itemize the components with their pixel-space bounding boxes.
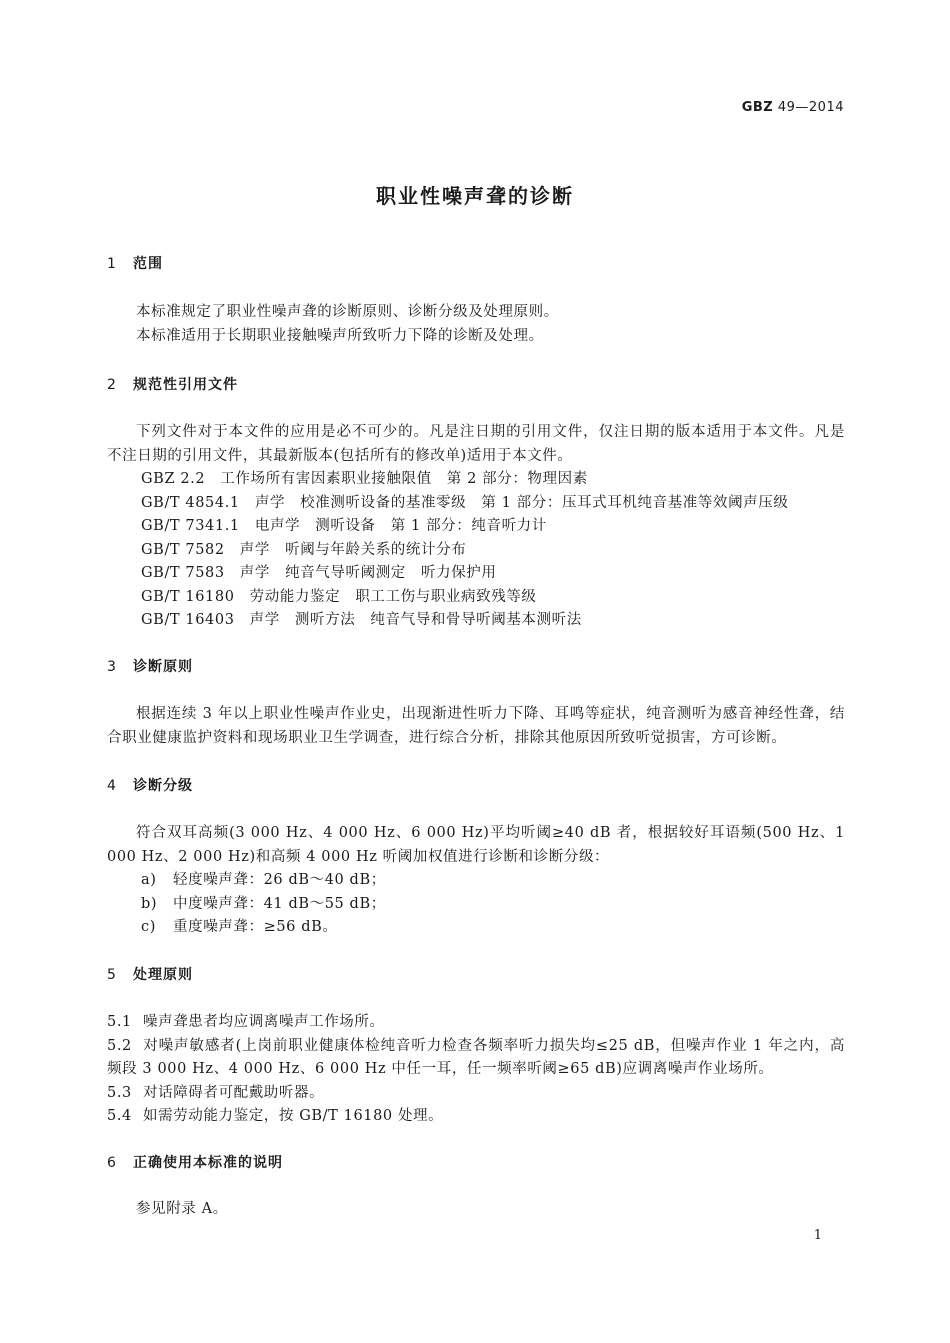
reference-item: GB/T 7341.1 电声学 测听设备 第 1 部分：纯音听力计 xyxy=(141,518,547,534)
paragraph: 根据连续 3 年以上职业性噪声作业史，出现渐进性听力下降、耳鸣等症状，纯音测听为感音神经性聋，结合职业健康监护资料和现场职业卫生学调查，进行综合分析，排除其他原因所致听觉损害，方可诊断。 xyxy=(107,706,845,746)
section-number: 3 xyxy=(107,659,117,675)
section-6-heading xyxy=(107,1152,283,1172)
section-title: 范围 xyxy=(133,256,163,272)
clause xyxy=(107,1105,845,1129)
clause-text: 对话障碍者可配戴助听器。 xyxy=(143,1084,325,1101)
section-2-heading xyxy=(107,374,238,394)
clause-text: 如需劳动能力鉴定，按 GB/T 16180 处理。 xyxy=(143,1108,444,1124)
section-3-body xyxy=(107,703,845,750)
section-3-heading xyxy=(107,656,193,676)
grade-item xyxy=(107,916,845,940)
section-title: 诊断分级 xyxy=(133,778,193,794)
standard-code-number: 49—2014 xyxy=(777,100,844,115)
grade-item xyxy=(107,869,845,893)
section-title: 正确使用本标准的说明 xyxy=(133,1155,283,1171)
section-5-heading xyxy=(107,964,193,984)
section-5-body xyxy=(107,1011,845,1129)
standard-code-prefix: GBZ xyxy=(741,100,774,115)
standard-code xyxy=(742,100,844,115)
section-1-body xyxy=(107,301,845,348)
item-marker: b) xyxy=(141,895,158,912)
grade-item xyxy=(107,893,845,917)
item-marker: c) xyxy=(141,919,156,935)
section-1-heading xyxy=(107,253,163,273)
section-4-heading xyxy=(107,775,193,795)
section-title: 诊断原则 xyxy=(133,659,193,675)
section-number: 1 xyxy=(107,256,117,272)
section-number: 5 xyxy=(107,967,117,983)
reference-item: GB/T 4854.1 声学 校准测听设备的基准零级 第 1 部分：压耳式耳机纯音基准等效阈声压级 xyxy=(141,494,789,511)
item-text: 中度噪声聋：41 dB～55 dB； xyxy=(173,895,386,912)
section-number: 4 xyxy=(107,778,117,794)
clause-number: 5.1 xyxy=(107,1014,132,1030)
section-4-body xyxy=(107,822,845,940)
page-number: 1 xyxy=(813,1228,822,1243)
reference-item: GB/T 16403 声学 测听方法 纯音气导和骨导听阈基本测听法 xyxy=(141,612,582,628)
clause xyxy=(107,1082,845,1106)
clause-number: 5.4 xyxy=(107,1108,132,1124)
clause xyxy=(107,1011,845,1035)
clause-number: 5.3 xyxy=(107,1084,132,1101)
paragraph: 符合双耳高频(3 000 Hz、4 000 Hz、6 000 Hz)平均听阈≥40 dB 者，根据较好耳语频(500 Hz、1 000 Hz、2 000 Hz)和高频 4 000 Hz 听阈加权值进行诊断和诊断分级： xyxy=(107,825,845,865)
reference-item: GB/T 16180 劳动能力鉴定 职工工伤与职业病致残等级 xyxy=(141,588,537,605)
item-marker: a) xyxy=(141,872,157,888)
paragraph: 下列文件对于本文件的应用是必不可少的。凡是注日期的引用文件，仅注日期的版本适用于本文件。凡是不注日期的引用文件，其最新版本(包括所有的修改单)适用于本文件。 xyxy=(107,424,845,464)
section-2-body xyxy=(107,421,845,633)
document-title: 职业性噪声聋的诊断 xyxy=(376,184,574,208)
section-6-body xyxy=(107,1198,845,1222)
section-title: 处理原则 xyxy=(133,967,193,983)
clause xyxy=(107,1035,845,1082)
section-number: 2 xyxy=(107,377,117,393)
clause-text: 对噪声敏感者(上岗前职业健康体检纯音听力检查各频率听力损失均≤25 dB，但噪声作业 1 年之内，高频段 3 000 Hz、4 000 Hz、6 000 Hz 中任一耳，任一频率听阈≥65 dB)应调离噪声作业场所。 xyxy=(107,1037,845,1077)
section-number: 6 xyxy=(107,1155,117,1171)
paragraph: 本标准规定了职业性噪声聋的诊断原则、诊断分级及处理原则。 xyxy=(136,304,559,320)
clause-text: 噪声聋患者均应调离噪声工作场所。 xyxy=(143,1014,385,1030)
paragraph: 本标准适用于长期职业接触噪声所致听力下降的诊断及处理。 xyxy=(136,327,544,344)
reference-item: GB/T 7582 声学 听阈与年龄关系的统计分布 xyxy=(141,541,467,558)
item-text: 轻度噪声聋：26 dB～40 dB； xyxy=(173,872,386,888)
reference-item: GBZ 2.2 工作场所有害因素职业接触限值 第 2 部分：物理因素 xyxy=(141,471,588,487)
clause-number: 5.2 xyxy=(107,1037,132,1054)
reference-item: GB/T 7583 声学 纯音气导听阈测定 听力保护用 xyxy=(141,565,497,581)
paragraph: 参见附录 A。 xyxy=(136,1201,228,1217)
section-title: 规范性引用文件 xyxy=(133,377,238,393)
item-text: 重度噪声聋：≥56 dB。 xyxy=(173,919,338,935)
